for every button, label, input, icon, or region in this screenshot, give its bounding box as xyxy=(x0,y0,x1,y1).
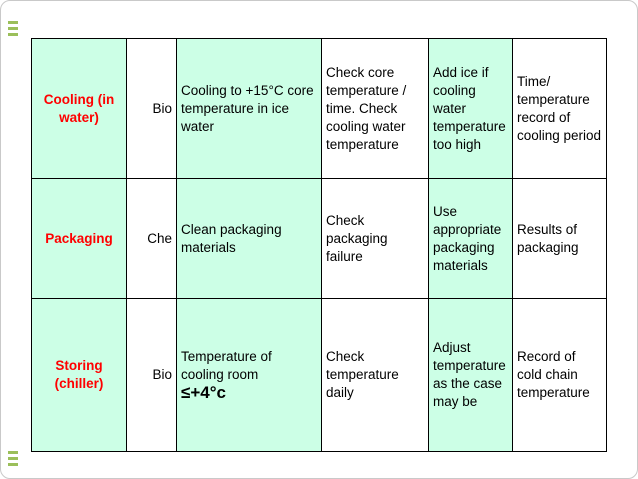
critical-limit-cell: Clean packaging materials xyxy=(177,179,322,299)
process-step-cell: Storing (chiller) xyxy=(32,299,127,452)
record-cell: Results of packaging xyxy=(513,179,607,299)
hazard-cell: Bio xyxy=(127,39,177,179)
corrective-action-cell: Add ice if cooling water temperature too high xyxy=(429,39,513,179)
accent-line-top xyxy=(8,33,18,36)
corrective-action-cell: Use appropriate packaging materials xyxy=(429,179,513,299)
critical-limit-value: ≤+4°c xyxy=(181,382,226,402)
monitoring-cell: Check core temperature / time. Check cooling water temperature xyxy=(322,39,429,179)
critical-limit-cell xyxy=(177,299,322,452)
critical-limit-text: Temperature of cooling room xyxy=(181,348,272,382)
monitoring-cell: Check temperature daily xyxy=(322,299,429,452)
record-cell: Time/ temperature record of cooling period xyxy=(513,39,607,179)
accent-line-bottom xyxy=(8,457,18,460)
process-step-cell: Packaging xyxy=(32,179,127,299)
monitoring-cell: Check packaging failure xyxy=(322,179,429,299)
table-row xyxy=(32,39,607,179)
hazard-cell: Bio xyxy=(127,299,177,452)
accent-line-top xyxy=(8,27,18,30)
accent-line-top xyxy=(8,21,18,24)
accent-line-bottom xyxy=(8,463,18,466)
haccp-table xyxy=(31,38,607,452)
hazard-cell: Che xyxy=(127,179,177,299)
table-row xyxy=(32,299,607,452)
accent-line-bottom xyxy=(8,451,18,454)
corrective-action-cell: Adjust temperature as the case may be xyxy=(429,299,513,452)
record-cell: Record of cold chain temperature xyxy=(513,299,607,452)
critical-limit-cell: Cooling to +15°C core temperature in ice water xyxy=(177,39,322,179)
process-step-cell: Cooling (in water) xyxy=(32,39,127,179)
table-row xyxy=(32,179,607,299)
